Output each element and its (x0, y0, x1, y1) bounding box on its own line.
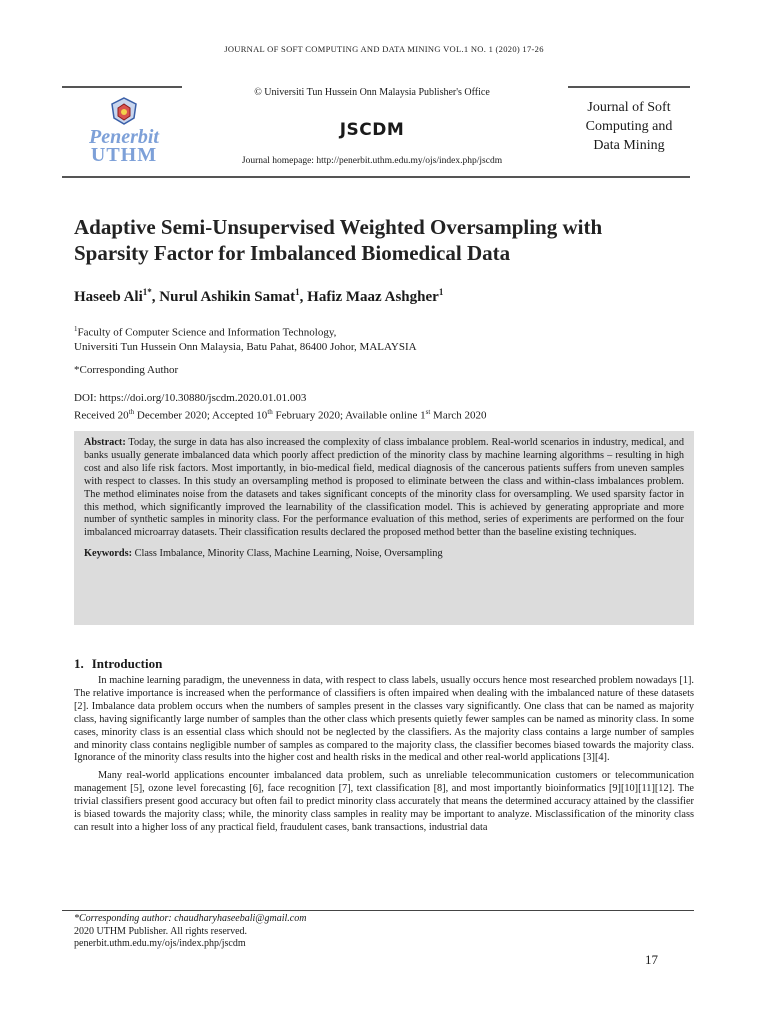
doi-block (74, 391, 487, 423)
footer-rule (62, 910, 694, 911)
abstract-text (84, 437, 684, 540)
journal-name-line1: Journal of Soft (587, 100, 671, 115)
section-title: Introduction (91, 656, 163, 671)
affil-line1: Faculty of Computer Science and Information Technology, (77, 326, 337, 339)
abstract-box (74, 431, 694, 625)
introduction-body (74, 675, 694, 840)
journal-name-line3: Data Mining (593, 138, 665, 153)
masthead-rule-left (62, 86, 182, 88)
received-dates: Received 20th December 2020; Accepted 10th February 2020; Available online 1st March 2020 (74, 408, 487, 422)
keywords (84, 548, 684, 561)
paper-title-line2: Sparsity Factor for Imbalanced Biomedical Data (74, 241, 511, 265)
journal-homepage[interactable]: Journal homepage: http://penerbit.uthm.edu.my/ojs/index.php/jscdm (241, 156, 503, 166)
author-list (74, 287, 443, 306)
journal-name-line2: Computing and (585, 119, 673, 134)
corresponding-author-note: *Corresponding Author (74, 364, 179, 376)
masthead-rule-right (568, 86, 690, 88)
section-heading-introduction (74, 656, 162, 672)
journal-name-block (568, 98, 690, 155)
publisher-logo (72, 96, 176, 168)
publisher-line: © Universiti Tun Hussein Onn Malaysia Publisher's Office (254, 87, 490, 98)
crest-icon (107, 96, 141, 126)
masthead-rule-bottom (62, 176, 690, 178)
keywords-list: Class Imbalance, Minority Class, Machine Learning, Noise, Oversampling (134, 548, 443, 560)
page-number: 17 (645, 952, 658, 967)
paragraph: Many real-world applications encounter imbalanced data problem, such as unreliable telecommunication customers or telecommunication management [5], ozone level forecasting [6], face recognition [7], text classification [8], and most importantly bioinformatics [9][10][11][12]. The trivial classifiers present good accuracy but often fail to predict minority class accurately that means the determined accuracy attained by the classifier is biased towards the majority class; while, the minority class samples in reality may be important to analyze. Misclassification of the minority class can result into a higher loss of any practical field, fraudulent cases, bank transactions, industrial data (74, 770, 694, 833)
abstract-label: Abstract: (84, 437, 126, 448)
author-name: , Nurul Ashikin Samat (151, 289, 296, 305)
journal-abbreviation: JSCDM (339, 120, 405, 140)
page-footer (74, 913, 306, 951)
logo-text-penerbit: Penerbit (89, 126, 159, 148)
corresponding-email[interactable]: *Corresponding author: chaudharyhaseebali@gmail.com (74, 913, 307, 924)
affil-mark: 1 (74, 325, 78, 333)
keywords-label: Keywords: (84, 548, 133, 560)
author-affil-mark: 1 (295, 287, 300, 297)
doi-link[interactable]: DOI: https://doi.org/10.30880/jscdm.2020.01.01.003 (74, 392, 307, 404)
affil-line2: Universiti Tun Hussein Onn Malaysia, Batu Pahat, 86400 Johor, MALAYSIA (74, 340, 417, 353)
author-name: Haseeb Ali (74, 289, 143, 305)
author-name: , Hafiz Maaz Ashgher (299, 289, 439, 305)
footer-url[interactable]: penerbit.uthm.edu.my/ojs/index.php/jscdm (74, 938, 246, 949)
running-header: JOURNAL OF SOFT COMPUTING AND DATA MINING VOL.1 NO. 1 (2020) 17-26 (224, 44, 544, 54)
paper-title (74, 214, 694, 266)
author-affil-mark: 1 (438, 287, 444, 297)
masthead-center (202, 86, 542, 166)
affiliation (74, 322, 417, 354)
logo-text-uthm: UTHM (90, 144, 158, 166)
journal-masthead (62, 86, 690, 178)
author-affil-mark: 1* (142, 287, 152, 297)
section-number: 1. (74, 656, 84, 671)
paragraph: In machine learning paradigm, the unevenness in data, with respect to class labels, usually occurs hence most researched problem nowadays [1]. The relative importance is increased when the performance of classifiers is often impaired when dealing with the imbalanced nature of these datasets [2]. Imbalance data problem occurs when the numbers of samples present in the classes vary significantly. One class that can be named as majority class, having significantly large number of samples than the other class which presents quietly fewer samples can be named as minority class. In some cases, minority class is an essential class which should not be neglected by the classifiers. As the majority class contains a large number of samples and minority class contains negligible number of samples as compared to the majority class, the classifier becomes biased towards the majority class. Ignorance of the minority class results into the higher cost and health risks in the medical and other real-world applications [3][4]. (74, 675, 694, 764)
paper-title-line1: Adaptive Semi-Unsupervised Weighted Oversampling with (74, 215, 603, 239)
abstract-body: Today, the surge in data has also increased the complexity of class imbalance problem. Real-world scenarios in industry, medical, and banks usually generate imbalanced data which poorly affect prediction of the minority class by machine learning algorithms – resulting in high cost and also life risk factors. Most importantly, in bio-medical field, medical diagnosis of the cancerous patients suffers from uneven samples with respect to classes. In this study an oversampling method is proposed to eliminate between the class and within-class imbalances problem. The method eliminates noise from the datasets and takes significant concepts of the minority class for oversampling. We used sparsity factor in this method, which significantly improved the learnability of the classification model. This is achieved by generating appropriate and more number of synthetic samples in minority class. For the performance evaluation of this method, series of experiments are performed on the four imbalanced microarray datasets. Their classification results declared the proposed method better than the baseline existing techniques. (84, 437, 684, 539)
copyright: 2020 UTHM Publisher. All rights reserved. (74, 925, 248, 937)
